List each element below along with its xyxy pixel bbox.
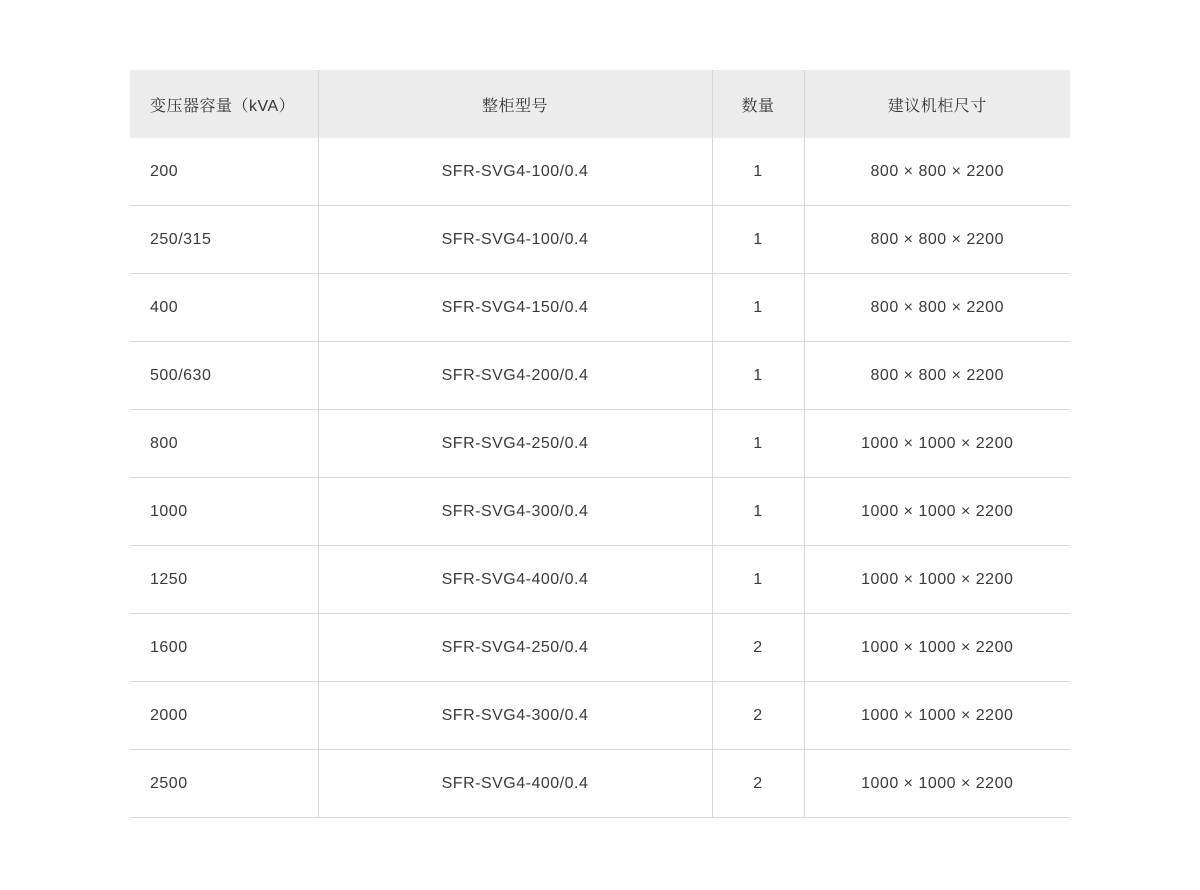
cell-capacity: 2000 <box>130 682 318 750</box>
table-row <box>130 546 1070 614</box>
table-row <box>130 614 1070 682</box>
cell-cabinet-size: 1000 × 1000 × 2200 <box>804 410 1070 478</box>
cell-model: SFR-SVG4-250/0.4 <box>318 410 712 478</box>
cell-quantity: 1 <box>712 546 804 614</box>
table-body <box>130 138 1070 818</box>
cell-cabinet-size: 1000 × 1000 × 2200 <box>804 478 1070 546</box>
cell-model: SFR-SVG4-150/0.4 <box>318 274 712 342</box>
cell-capacity: 250/315 <box>130 206 318 274</box>
cell-capacity: 200 <box>130 138 318 206</box>
cell-model: SFR-SVG4-300/0.4 <box>318 682 712 750</box>
cell-capacity: 800 <box>130 410 318 478</box>
page-top-marker <box>130 0 190 10</box>
cell-cabinet-size: 800 × 800 × 2200 <box>804 138 1070 206</box>
cell-model: SFR-SVG4-400/0.4 <box>318 546 712 614</box>
header-row <box>130 70 1070 138</box>
cell-cabinet-size: 1000 × 1000 × 2200 <box>804 682 1070 750</box>
cell-model: SFR-SVG4-200/0.4 <box>318 342 712 410</box>
cell-quantity: 2 <box>712 682 804 750</box>
cell-capacity: 1250 <box>130 546 318 614</box>
cell-quantity: 2 <box>712 750 804 818</box>
cell-quantity: 1 <box>712 274 804 342</box>
table-row <box>130 342 1070 410</box>
cell-capacity: 2500 <box>130 750 318 818</box>
cell-cabinet-size: 1000 × 1000 × 2200 <box>804 614 1070 682</box>
table-row <box>130 274 1070 342</box>
spec-table-container <box>130 70 1070 818</box>
column-header-model: 整柜型号 <box>318 70 712 138</box>
cell-capacity: 400 <box>130 274 318 342</box>
table-row <box>130 478 1070 546</box>
cell-model: SFR-SVG4-100/0.4 <box>318 138 712 206</box>
cell-capacity: 1000 <box>130 478 318 546</box>
column-header-cabinet-size: 建议机柜尺寸 <box>804 70 1070 138</box>
cell-quantity: 2 <box>712 614 804 682</box>
cell-model: SFR-SVG4-400/0.4 <box>318 750 712 818</box>
cell-cabinet-size: 1000 × 1000 × 2200 <box>804 546 1070 614</box>
cell-model: SFR-SVG4-250/0.4 <box>318 614 712 682</box>
table-row <box>130 206 1070 274</box>
cell-cabinet-size: 800 × 800 × 2200 <box>804 342 1070 410</box>
cell-cabinet-size: 800 × 800 × 2200 <box>804 206 1070 274</box>
table-header <box>130 70 1070 138</box>
cell-quantity: 1 <box>712 138 804 206</box>
cell-quantity: 1 <box>712 206 804 274</box>
cell-model: SFR-SVG4-100/0.4 <box>318 206 712 274</box>
cell-cabinet-size: 800 × 800 × 2200 <box>804 274 1070 342</box>
transformer-spec-table <box>130 70 1070 818</box>
column-header-capacity: 变压器容量（kVA） <box>130 70 318 138</box>
cell-capacity: 1600 <box>130 614 318 682</box>
table-row <box>130 138 1070 206</box>
table-row <box>130 750 1070 818</box>
cell-model: SFR-SVG4-300/0.4 <box>318 478 712 546</box>
column-header-quantity: 数量 <box>712 70 804 138</box>
cell-quantity: 1 <box>712 342 804 410</box>
table-row <box>130 410 1070 478</box>
cell-quantity: 1 <box>712 410 804 478</box>
table-row <box>130 682 1070 750</box>
cell-cabinet-size: 1000 × 1000 × 2200 <box>804 750 1070 818</box>
cell-capacity: 500/630 <box>130 342 318 410</box>
cell-quantity: 1 <box>712 478 804 546</box>
